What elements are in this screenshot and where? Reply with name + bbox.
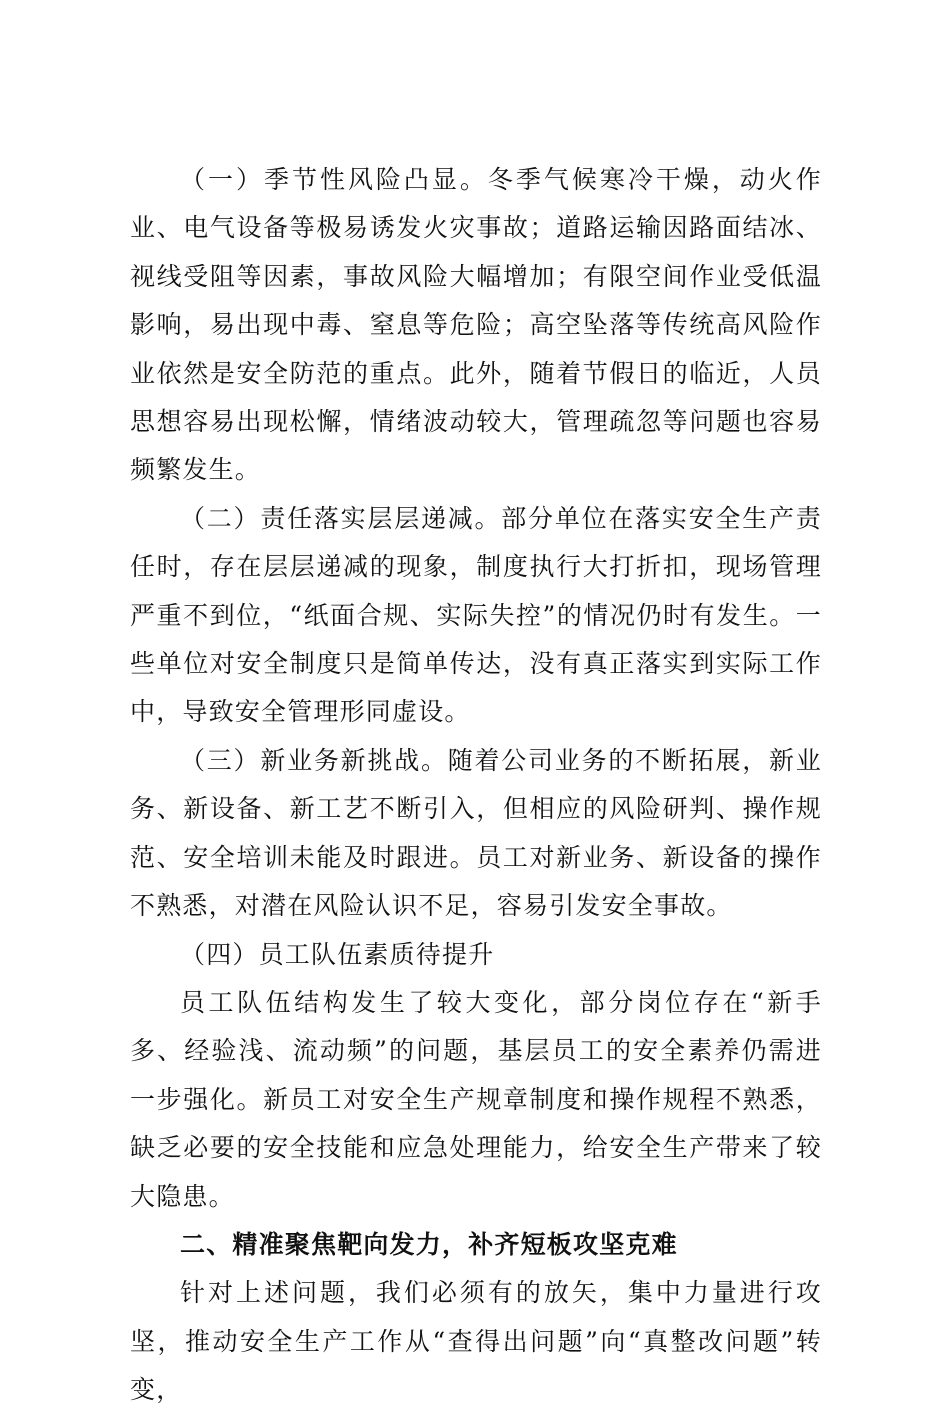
- paragraph-responsibility: （二）责任落实层层递减。部分单位在落实安全生产责任时，存在层层递减的现象，制度执行大打折扣，现场管理严重不到位，“纸面合规、实际失控”的情况仍时有发生。一些单位对安全制度只是简单传达，没有真正落实到实际工作中，导致安全管理形同虚设。: [130, 503, 822, 727]
- subheading-staff-quality: （四）员工队伍素质待提升: [180, 939, 495, 969]
- paragraph-seasonal-risk: （一）季节性风险凸显。冬季气候寒冷干燥，动火作业、电气设备等极易诱发火灾事故；道路运输因路面结冰、视线受阻等因素，事故风险大幅增加；有限空间作业受低温影响，易出现中毒、窒息等危险；高空坠落等传统高风险作业依然是安全防范的重点。此外，随着节假日的临近，人员思想容易出现松懈，情绪波动较大，管理疏忽等问题也容易频繁发生。: [130, 165, 822, 485]
- document-body: [130, 156, 822, 1415]
- paragraph-staff-structure: 员工队伍结构发生了较大变化，部分岗位存在“新手多、经验浅、流动频”的问题，基层员工的安全素养仍需进一步强化。新员工对安全生产规章制度和操作规程不熟悉，缺乏必要的安全技能和应急处理能力，给安全生产带来了较大隐患。: [130, 987, 822, 1211]
- paragraph-closing: 针对上述问题，我们必须有的放矢，集中力量进行攻坚，推动安全生产工作从“查得出问题”向“真整改问题”转变，: [130, 1278, 822, 1405]
- paragraph-new-business: （三）新业务新挑战。随着公司业务的不断拓展，新业务、新设备、新工艺不断引入，但相应的风险研判、操作规范、安全培训未能及时跟进。员工对新业务、新设备的操作不熟悉，对潜在风险认识不足，容易引发安全事故。: [130, 745, 822, 921]
- section-heading: 二、精准聚焦靶向发力，补齐短板攻坚克难: [180, 1229, 678, 1259]
